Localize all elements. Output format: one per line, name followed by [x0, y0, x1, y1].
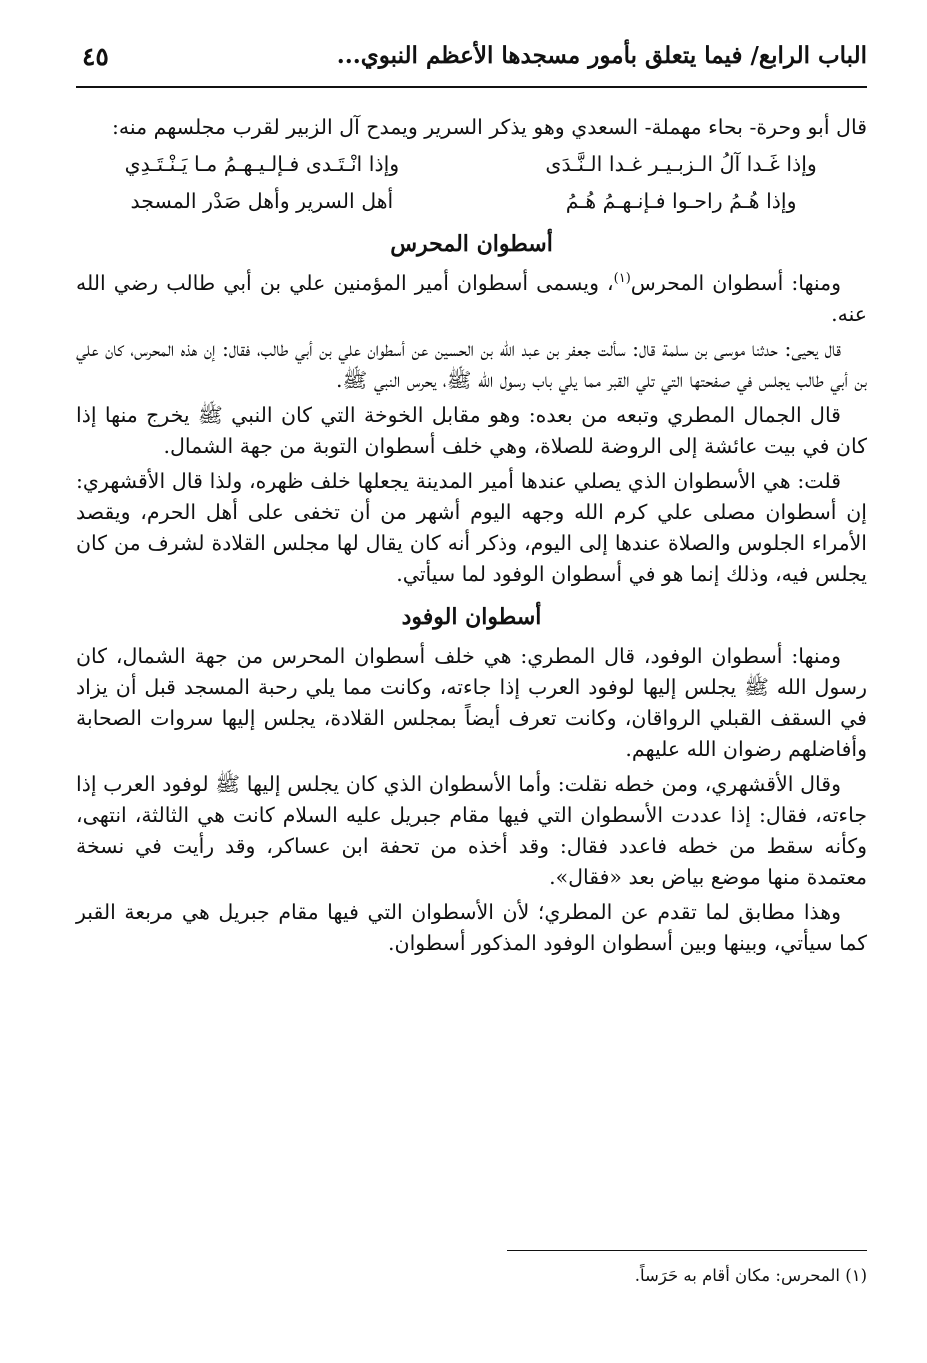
page-header — [76, 36, 867, 88]
paragraph-yahya: قال يحيى: حدثنا موسى بن سلمة قال: سألت جعفر بن عبد الله بن الحسين عن أسطوان علي بن أبي طالب، فقال: إن هذه المحرس، كان علي بن أبي طالب يجلس في صفحتها التي تلي القبر مما يلي باب رسول الله ﷺ، يحرس النبي ﷺ. — [76, 337, 867, 392]
footnote-separator — [507, 1250, 867, 1251]
footnote-marker: (١) — [613, 271, 631, 287]
paragraph-qultu: قلت: هي الأسطوان الذي يصلي عندها أمير المدينة يجعلها خلف ظهره، ولذا قال الأقشهري: إن أسطوان مصلى علي كرم الله وجهه اليوم أشهر من أن تخفى على أهل الحرم، ويقصد الأمراء الجلوس والصلاة عندها إلى اليوم، وذكر أنه كان يقال لها مجلس القلادة لشرف من كان يجلس فيه، وذلك إنما هو في أسطوان الوفود لما سيأتي. — [76, 469, 867, 586]
paragraph-aqshahri: وقال الأقشهري، ومن خطه نقلت: وأما الأسطوان الذي كان يجلس إليها ﷺ لوفود العرب إذا جاءته، فقال: إذا عددت الأسطوان التي فيها مقام جبريل عليه السلام كانت هي الثالثة، انتهى، وكأنه سقط من خطه فاعدد فقال: وقد أخذه من تحفة ابن عساكر، وقد رأيت في نسخة معتمدة منها موضع بياض بعد «فقال». — [76, 772, 867, 889]
verse-line-2 — [76, 186, 867, 217]
section-heading-wufud: أسطوان الوفود — [401, 604, 542, 630]
paragraph-mihras-intro-start: ومنها: أسطوان المحرس — [630, 271, 841, 295]
verse-line-1 — [76, 149, 867, 180]
paragraph-intro: قال أبو وحرة- بحاء مهملة- السعدي وهو يذكر السرير ويمدح آل الزبير لقرب مجلسهم منه: — [111, 115, 867, 139]
paragraph-wufud-intro: ومنها: أسطوان الوفود، قال المطري: هي خلف أسطوان المحرس من جهة الشمال، كان رسول الله ﷺ يجلس إليها لوفود العرب إذا جاءته، وكانت مما يلي رحبة المسجد قبل أن يزاد في السقف القبلي الرواقان، وكانت تعرف أيضاً بمجلس القلادة، يجلس إليها سروات الصحابة وأفاضلهم رضوان الله عليهم. — [76, 644, 867, 761]
page-number: ٤٥ — [82, 42, 109, 71]
verse-2-first-hemistich: وإذا هُـمُ راحـوا فـإنـهـمُ هُـمُ — [565, 189, 797, 213]
paragraph-conclusion: وهذا مطابق لما تقدم عن المطري؛ لأن الأسطوان التي فيها مقام جبريل هي مربعة القبر كما سيأتي، وبينها وبين أسطوان الوفود المذكور أسطوان. — [76, 900, 867, 955]
paragraph-matari: قال الجمال المطري وتبعه من بعده: وهو مقابل الخوخة التي كان النبي ﷺ يخرج منها إذا كان في بيت عائشة إلى الروضة للصلاة، وهي خلف أسطوان التوبة من جهة الشمال. — [76, 403, 867, 458]
footnote: (١) المحرس: مكان أقام به حَرَساً. — [634, 1266, 867, 1285]
running-head: الباب الرابع/ فيما يتعلق بأمور مسجدها الأعظم النبوي... — [336, 42, 867, 69]
verse-1-first-hemistich: وإذا غَـدا آلُ الـزبـيـر غـدا الـنَّـدَى — [545, 152, 817, 176]
page-body — [76, 112, 867, 963]
verse-1-second-hemistich: وإذا انْـتَـدى فـإلـيـهـمُ مـا يَـنْـتَـدِي — [124, 152, 400, 176]
paragraph-mihras-intro — [76, 268, 867, 330]
verse-2-second-hemistich: أهل السرير وأهل صَدْر المسجد — [130, 189, 394, 213]
section-heading-mihras: أسطوان المحرس — [390, 231, 553, 257]
paragraph-mihras-intro-end: ، ويسمى أسطوان أمير المؤمنين علي بن أبي طالب رضي الله عنه. — [76, 271, 867, 326]
